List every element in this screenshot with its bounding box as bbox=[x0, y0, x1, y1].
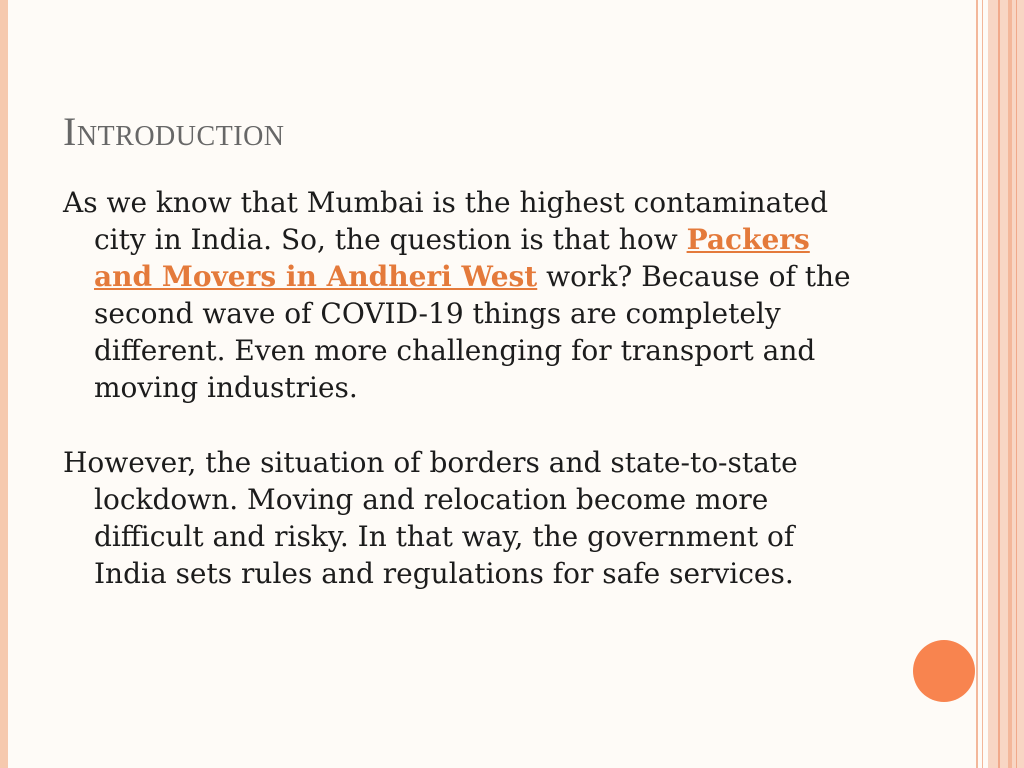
paragraph-1 bbox=[63, 184, 873, 406]
slide-body bbox=[63, 184, 873, 630]
right-stripes-decoration bbox=[976, 0, 1024, 768]
paragraph-1-text-after: work? Because of the second wave of COVID-19 things are completely different. Even more challenging for transport and moving industries. bbox=[94, 260, 851, 404]
left-border-decoration bbox=[0, 0, 8, 768]
slide-title: Introduction bbox=[63, 109, 285, 154]
accent-circle-decoration bbox=[913, 640, 975, 702]
packers-movers-link[interactable]: Packers and Movers in Andheri West bbox=[94, 223, 810, 293]
paragraph-1-text-before: As we know that Mumbai is the highest contaminated city in India. So, the question is that how bbox=[63, 186, 829, 256]
paragraph-2: However, the situation of borders and state-to-state lockdown. Moving and relocation become more difficult and risky. In that way, the government of India sets rules and regulations for safe services. bbox=[63, 446, 798, 590]
